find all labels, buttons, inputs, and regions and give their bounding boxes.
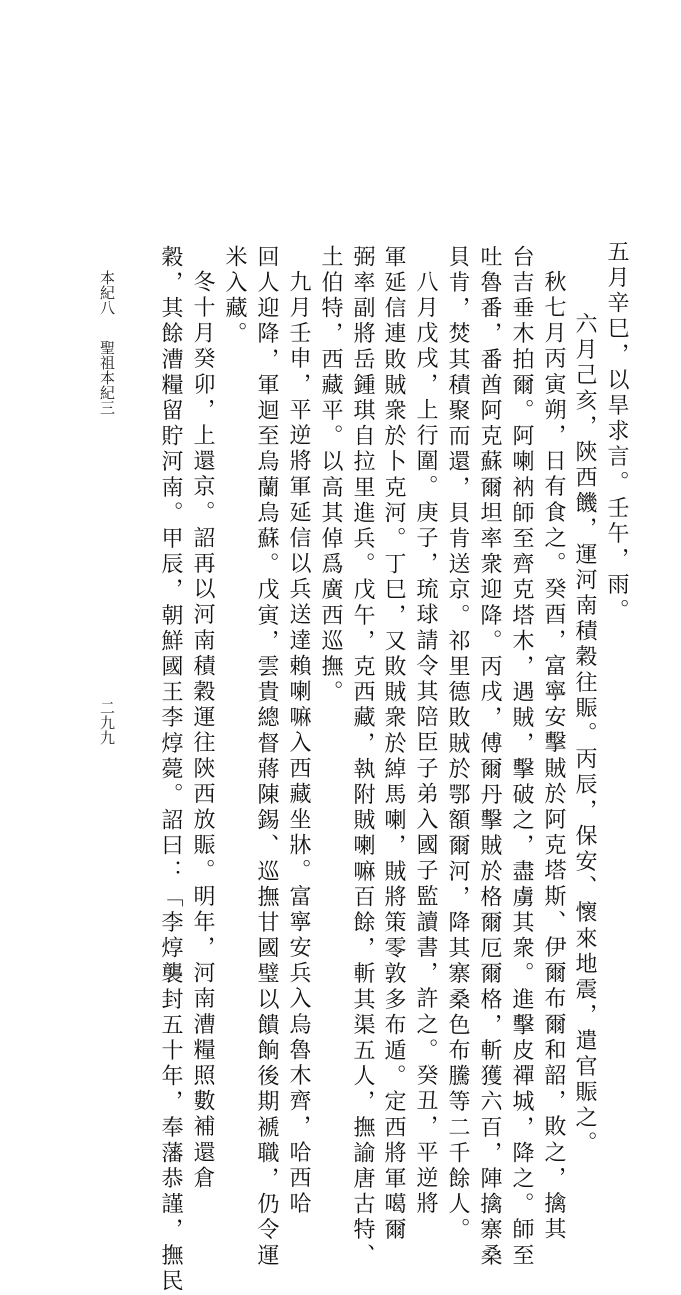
text-column: 米入藏。 bbox=[222, 245, 247, 348]
text-column: 土伯特，西藏平。以高其倬爲廣西巡撫。 bbox=[318, 245, 343, 706]
running-title: 聖祖本紀三 bbox=[98, 340, 116, 415]
text-column: 九月壬申，平逆將軍延信以兵送達賴喇嘛入西藏坐牀。富寧安兵入烏魯木齊，哈西哈 bbox=[286, 270, 311, 1218]
text-column: 台吉垂木拍爾。阿喇衲師至齊克塔木，遇賊，擊破之，盡虜其衆。進擊皮禪城，降之。師至 bbox=[509, 245, 534, 1269]
text-column: 六月己亥，陝西饑，運河南積穀往賑。丙辰，保安、懷來地震，遣官賑之。 bbox=[572, 312, 597, 1157]
text-column: 穀，其餘漕糧留貯河南。甲辰，朝鮮國王李焞薨。詔曰：「李焞襲封五十年，奉藩恭謹，撫民 bbox=[158, 245, 183, 1295]
text-column: 冬十月癸卯，上還京。詔再以河南積穀運往陝西放賑。明年，河南漕糧照數補還倉 bbox=[190, 270, 215, 1192]
page-number: 二九九 bbox=[98, 700, 116, 745]
text-column: 回人迎降，軍迴至烏蘭烏蘇。戊寅，雲貴總督蔣陳錫、巡撫甘國璧以饋餉後期褫職，仍令運 bbox=[254, 245, 279, 1269]
chapter-label: 本紀八 bbox=[98, 270, 116, 315]
text-column: 弼率副將岳鍾琪自拉里進兵。戊午，克西藏，執附賊喇嘛百餘，斬其渠五人，撫諭唐古特、 bbox=[350, 245, 375, 1269]
text-column: 八月戊戌，上行圍。庚子，琉球請令其陪臣子弟入國子監讀書，許之。癸丑，平逆將 bbox=[413, 270, 438, 1218]
text-column: 五月辛巳，以旱求言。壬午，雨。 bbox=[604, 240, 629, 624]
text-column: 貝肯，焚其積聚而還，貝肯送京。祁里德敗賊於鄂額爾河，降其寨桑色布騰等二千餘人。 bbox=[445, 245, 470, 1244]
text-column: 秋七月丙寅朔，日有食之。癸酉，富寧安擊賊於阿克塔斯、伊爾布爾和韶，敗之，擒其 bbox=[541, 270, 566, 1243]
text-column: 軍延信連敗賊衆於卜克河。丁巳，又敗賊衆於綽馬喇，賊將策零敦多布遁。定西將軍噶爾 bbox=[381, 245, 406, 1244]
text-column: 吐魯番，番酋阿克蘇爾坦率衆迎降。丙戌，傅爾丹擊賊於格爾厄爾格，斬獲六百，陣擒寨桑 bbox=[477, 245, 502, 1269]
